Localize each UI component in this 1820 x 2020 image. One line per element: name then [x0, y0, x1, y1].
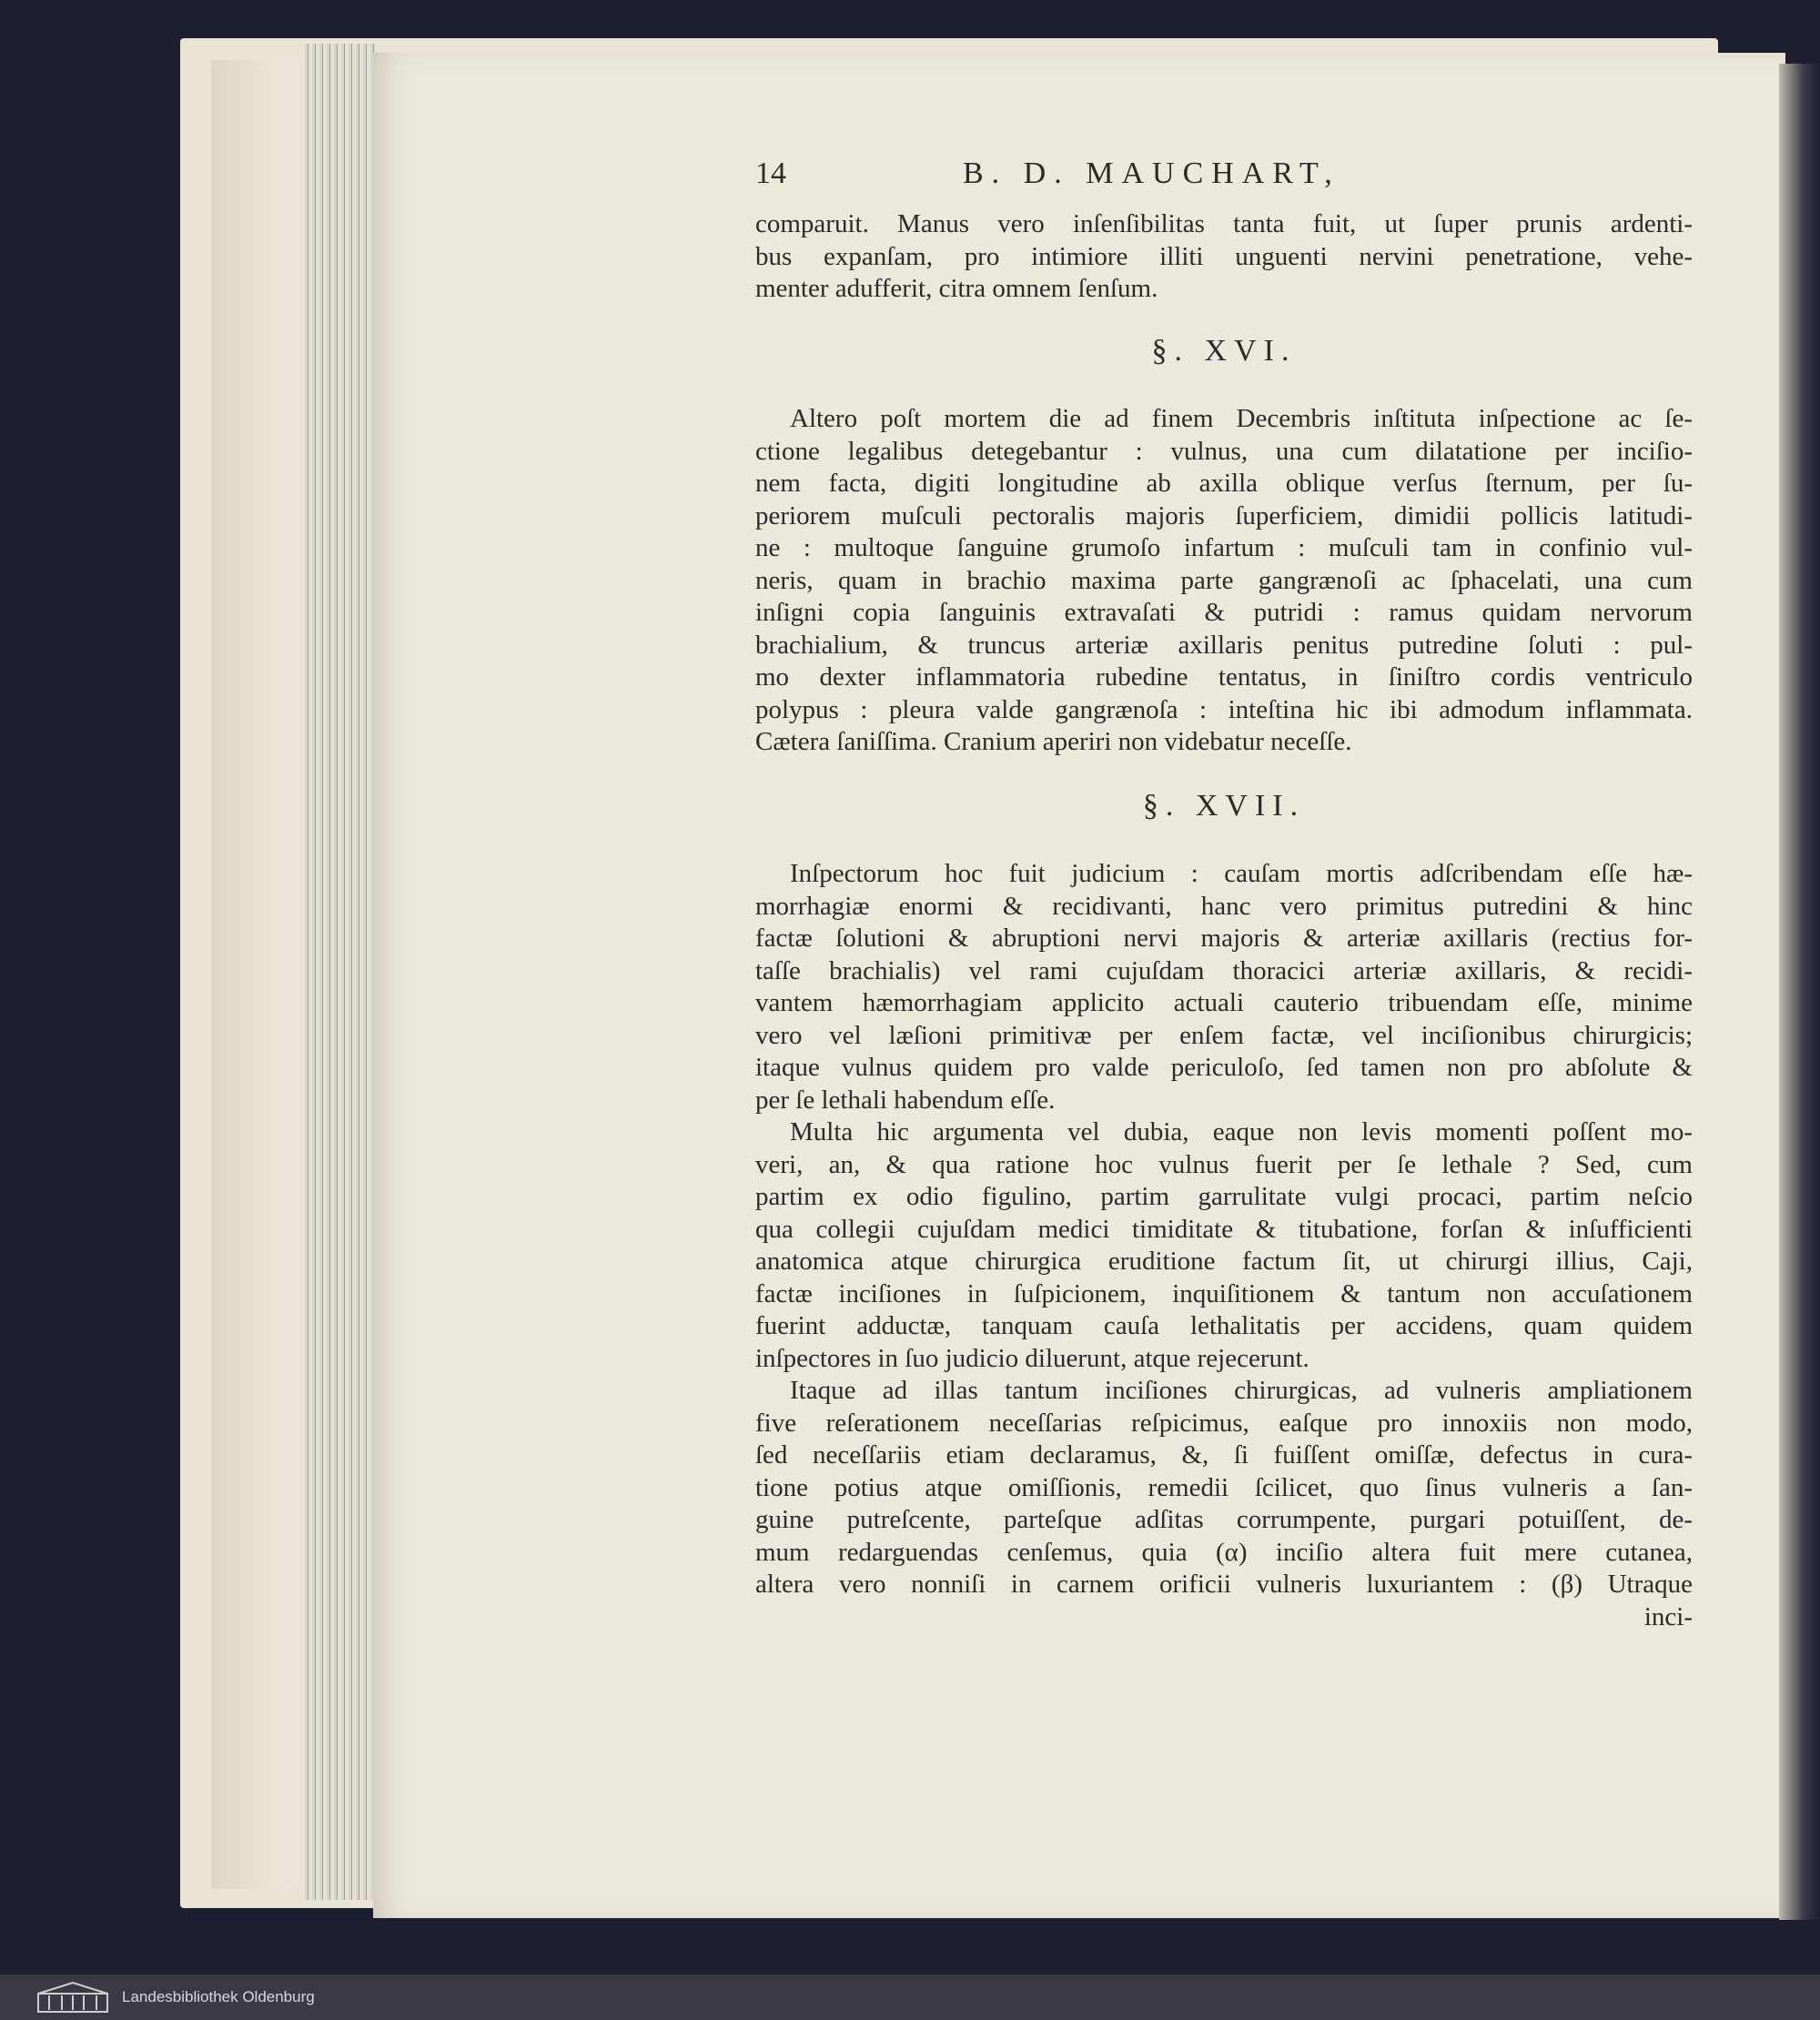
text-line: veri, an, & qua ratione hoc vulnus fuerit per ſe lethale ? Sed, cum — [755, 1149, 1693, 1179]
text-line: guine putreſcente, parteſque adſitas corrumpente, purgari potuiſſent, de- — [755, 1505, 1693, 1534]
library-name: Landesbibliothek Oldenburg — [122, 1988, 315, 2005]
text-line: qua collegii cujuſdam medici timiditate & titubatione, forſan & inſufficienti — [755, 1214, 1693, 1244]
text-line: morrhagiæ enormi & recidivanti, hanc vero primitus putredini & hinc — [755, 891, 1693, 921]
text-line: per ſe lethali habendum eſſe. — [755, 1085, 1056, 1115]
text-line: anatomica atque chirurgica eruditione factum ſit, ut chirurgi illius, Caji, — [755, 1247, 1693, 1276]
section-heading: §. XVII. — [1142, 789, 1306, 823]
text-line: Cætera ſaniſſima. Cranium aperiri non videbatur neceſſe. — [755, 727, 1352, 756]
text-line: Multa hic argumenta vel dubia, eaque non levis momenti poſſent mo- — [790, 1117, 1693, 1146]
text-line: Itaque ad illas tantum inciſiones chirurgicas, ad vulneris ampliationem — [790, 1376, 1693, 1405]
page-edges — [305, 44, 378, 1900]
text-line: ne : multoque ſanguine grumoſo infartum : muſculi tam in confinio vul- — [755, 533, 1693, 562]
text-line: vero vel læſioni primitivæ per enſem factæ, vel inciſionibus chirurgicis; — [755, 1020, 1693, 1050]
text-line: comparuit. Manus vero inſenſibilitas tanta fuit, ut ſuper prunis ardenti- — [755, 209, 1693, 238]
text-line: taſſe brachialis) vel rami cujuſdam thoracici arteriæ axillaris, & recidi- — [755, 955, 1693, 985]
text-line: neris, quam in brachio maxima parte gangrænoſi ac ſphacelati, una cum — [755, 565, 1693, 595]
text-line: bus expanſam, pro intimiore illiti unguenti nervini penetratione, vehe- — [755, 241, 1693, 271]
text-line: mo dexter inflammatoria rubedine tentatus, in ſiniſtro cordis ventriculo — [755, 662, 1693, 692]
text-line: brachialium, & truncus arteriæ axillaris penitus putredine ſoluti : pul- — [755, 630, 1693, 660]
section-heading: §. XVI. — [1151, 334, 1297, 368]
text-line: Altero poſt mortem die ad finem Decembris inſtituta inſpectione ac ſe- — [790, 404, 1693, 433]
text-line: Inſpectorum hoc fuit judicium : cauſam mortis adſcribendam eſſe hæ- — [790, 859, 1693, 888]
text-line: partim ex odio figulino, partim garrulitate vulgi procaci, partim neſcio — [755, 1182, 1693, 1211]
text-line: vantem hæmorrhagiam applicito actuali cauterio tribuendam eſſe, minime — [755, 988, 1693, 1017]
text-line: factæ inciſiones in ſuſpicionem, inquiſitionem & tantum non accuſationem — [755, 1278, 1693, 1308]
page-number: 14 — [755, 157, 786, 190]
text-line: ctione legalibus detegebantur : vulnus, una cum dilatatione per inciſio- — [755, 436, 1693, 466]
library-building-icon — [36, 1981, 109, 2014]
text-line: tione potius atque omiſſionis, remedii ſcilicet, quo ſinus vulneris a ſan- — [755, 1472, 1693, 1502]
text-line: menter adufferit, citra omnem ſenſum. — [755, 274, 1158, 303]
text-line: five reſerationem neceſſarias reſpicimus, eaſque pro innoxiis non modo, — [755, 1408, 1693, 1438]
text-line: ſed neceſſariis etiam declaramus, &, ſi fuiſſent omiſſæ, defectus in cura- — [755, 1440, 1693, 1470]
text-line: periorem muſculi pectoralis majoris ſuperficiem, dimidii pollicis latitudi- — [755, 500, 1693, 530]
text-line: altera vero nonniſi in carnem orificii vulneris luxuriantem : (β) Utraque — [755, 1570, 1693, 1599]
text-line: polypus : pleura valde gangrænoſa : inteſtina hic ibi admodum inflammata. — [755, 694, 1693, 724]
text-line: fuerint adductæ, tanquam cauſa lethalitatis per accidens, quam quidem — [755, 1311, 1693, 1340]
text-line: nem facta, digiti longitudine ab axilla oblique verſus ſternum, per ſu- — [755, 469, 1693, 498]
text-line: inſigni copia ſanguinis extravaſati & putridi : ramus quidam nervorum — [755, 598, 1693, 627]
viewer-footer — [0, 1975, 1820, 2020]
page-header — [755, 157, 1693, 198]
text-line: factæ ſolutioni & abruptioni nervi majoris & arteriæ axillaris (rectius for- — [755, 924, 1693, 953]
page-fold-shadow — [1779, 64, 1820, 1920]
text-line: inſpectores in ſuo judicio diluerunt, atque rejecerunt. — [755, 1343, 1309, 1373]
text-line: itaque vulnus quidem pro valde periculoſo, ſed tamen non pro abſolute & — [755, 1053, 1693, 1082]
text-line: mum redarguendas cenſemus, quia (α) inciſio altera fuit mere cutanea, — [755, 1537, 1693, 1567]
running-head: B. D. MAUCHART, — [963, 157, 1340, 190]
catchword: inci- — [1643, 1601, 1693, 1631]
